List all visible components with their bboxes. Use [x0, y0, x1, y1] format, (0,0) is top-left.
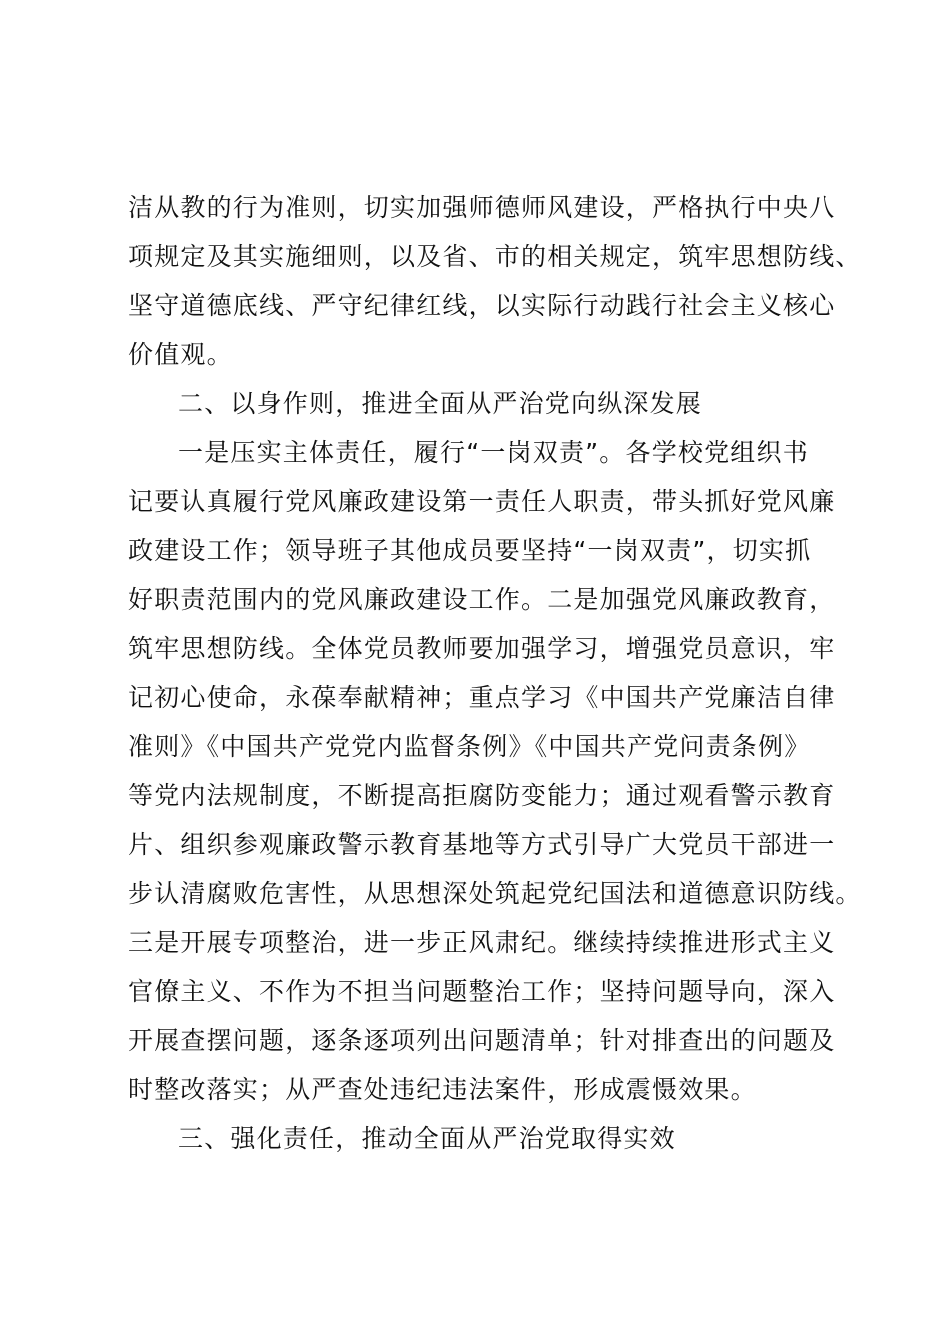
text-line: 等党内法规制度，不断提高拒腐防变能力；通过观看警示教育 — [128, 781, 836, 810]
section-heading-2: 二、以身作则，推进全面从严治党向纵深发展 — [178, 389, 703, 418]
text-line: 开展查摆问题，逐条逐项列出问题清单；针对排查出的问题及 — [128, 1026, 836, 1055]
section-heading-3: 三、强化责任，推动全面从严治党取得实效 — [178, 1124, 676, 1153]
text-line: 洁从教的行为准则，切实加强师德师风建设，严格执行中央八 — [128, 193, 836, 222]
text-line: 步认清腐败危害性，从思想深处筑起党纪国法和道德意识防线。 — [128, 879, 862, 908]
text-line: 准则》《中国共产党党内监督条例》《中国共产党问责条例》 — [128, 732, 811, 761]
text-line: 价值观。 — [128, 340, 233, 369]
text-line: 坚守道德底线、严守纪律红线，以实际行动践行社会主义核心 — [128, 291, 836, 320]
paragraph-section-2 — [128, 428, 862, 1114]
text-line: 记要认真履行党风廉政建设第一责任人职责，带头抓好党风廉 — [128, 487, 836, 516]
text-line: 官僚主义、不作为不担当问题整治工作；坚持问题导向，深入 — [128, 977, 836, 1006]
text-line: 一是压实主体责任，履行“一岗双责”。各学校党组织书 — [178, 438, 809, 467]
text-line: 筑牢思想防线。全体党员教师要加强学习，增强党员意识，牢 — [128, 634, 836, 663]
paragraph-continued — [128, 183, 862, 379]
text-line: 项规定及其实施细则，以及省、市的相关规定，筑牢思想防线、 — [128, 242, 862, 271]
text-line: 片、组织参观廉政警示教育基地等方式引导广大党员干部进一 — [128, 830, 836, 859]
document-body — [128, 183, 862, 1163]
text-line: 政建设工作；领导班子其他成员要坚持“一岗双责”，切实抓 — [128, 536, 812, 565]
text-line: 好职责范围内的党风廉政建设工作。二是加强党风廉政教育， — [128, 585, 836, 614]
text-line: 时整改落实；从严查处违纪违法案件，形成震慑效果。 — [128, 1075, 757, 1104]
text-line: 三是开展专项整治，进一步正风肃纪。继续持续推进形式主义 — [128, 928, 836, 957]
text-line: 记初心使命，永葆奉献精神；重点学习《中国共产党廉洁自律 — [128, 683, 836, 712]
